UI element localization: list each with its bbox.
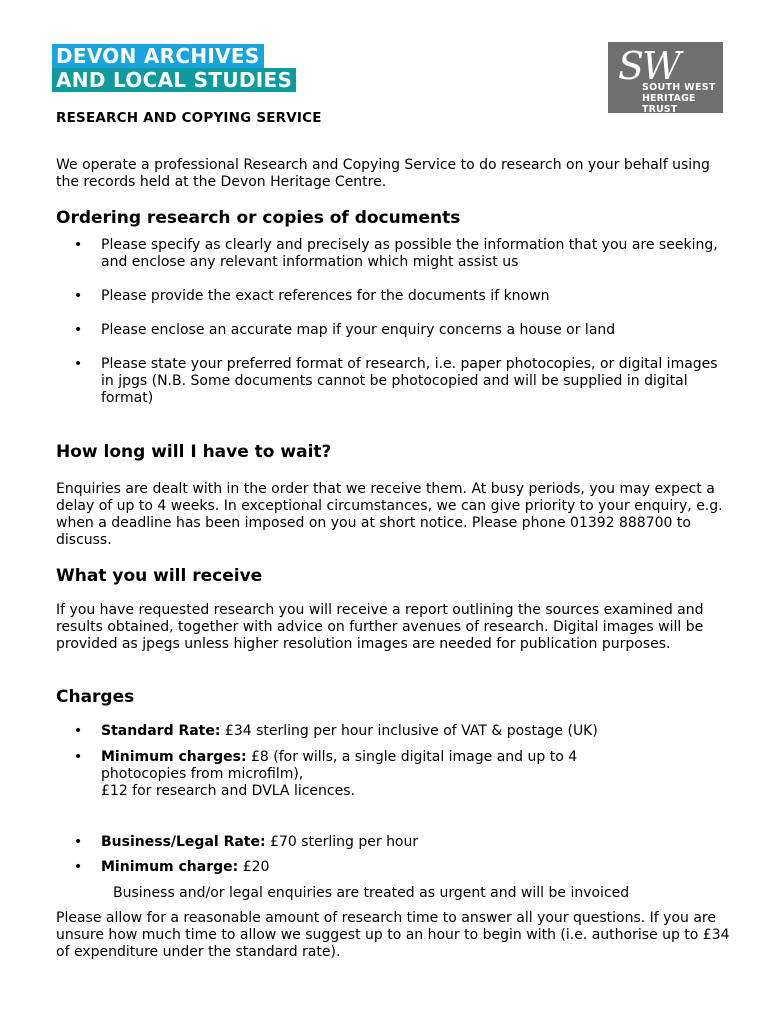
partner-logo-line-1: SOUTH WEST	[642, 82, 716, 93]
charge-detail: £34 sterling per hour inclusive of VAT & postage (UK)	[220, 723, 598, 739]
charge-label: Business/Legal Rate:	[101, 834, 266, 850]
south-west-heritage-trust-logo	[608, 42, 723, 113]
bullet-icon: •	[74, 723, 83, 739]
charge-detail: £8 (for wills, a single digital image and up to 4 photocopies from microfilm),	[101, 749, 578, 782]
charge-label: Minimum charges:	[101, 749, 247, 765]
devon-archives-logo	[52, 44, 296, 92]
bullet-icon: •	[74, 356, 83, 372]
heading-wait: How long will I have to wait?	[56, 442, 332, 462]
heading-ordering: Ordering research or copies of documents	[56, 208, 461, 228]
document-kicker: RESEARCH AND COPYING SERVICE	[56, 110, 322, 126]
charge-extra: £12 for research and DVLA licences.	[101, 783, 355, 799]
intro-paragraph: We operate a professional Research and Copying Service to do research on your behalf using the records held at the Devon Heritage Centre.	[56, 157, 710, 190]
heading-charges: Charges	[56, 687, 135, 707]
bullet-text: Please specify as clearly and precisely as possible the information that you are seeking, and enclose any relevant information which might assist us	[101, 237, 718, 270]
sw-monogram: SW	[618, 44, 680, 88]
charge-text	[101, 749, 661, 800]
charge-text	[101, 859, 731, 876]
charge-label: Minimum charge:	[101, 859, 239, 875]
logo-line-2: AND LOCAL STUDIES	[52, 68, 296, 92]
bullet-icon: •	[74, 237, 83, 253]
bullet-icon: •	[74, 288, 83, 304]
charge-detail: £70 sterling per hour	[265, 834, 419, 850]
bullet-text: Please provide the exact references for the documents if known	[101, 288, 550, 304]
bullet-icon: •	[74, 322, 83, 338]
charge-detail: £20	[238, 859, 270, 875]
charge-label: Standard Rate:	[101, 723, 221, 739]
bullet-icon: •	[74, 834, 83, 850]
charge-text	[101, 834, 731, 851]
wait-paragraph: Enquiries are dealt with in the order that we receive them. At busy periods, you may expect a delay of up to 4 weeks. In exceptional circumstances, we can give priority to your enquiry, e.g. when a deadline has been imposed on you at short notice. Please phone 01392 888700 to discuss.	[56, 481, 723, 548]
bullet-text: Please enclose an accurate map if your enquiry concerns a house or land	[101, 322, 616, 338]
bullet-icon: •	[74, 749, 83, 765]
closing-paragraph: Please allow for a reasonable amount of research time to answer all your questions. If you are unsure how much time to allow we suggest up to an hour to begin with (i.e. authorise up to £34 of expenditure under the standard rate).	[56, 910, 730, 960]
bullet-text: Please state your preferred format of research, i.e. paper photocopies, or digital images in jpgs (N.B. Some documents cannot be photocopied and will be supplied in digital format)	[101, 356, 718, 406]
charges-note: Business and/or legal enquiries are treated as urgent and will be invoiced	[113, 885, 630, 901]
heading-receive: What you will receive	[56, 566, 263, 586]
receive-paragraph: If you have requested research you will receive a report outlining the sources examined and results obtained, together with advice on further avenues of research. Digital images will be provided as jpegs unless higher resolution images are needed for publication purposes.	[56, 602, 704, 652]
bullet-icon: •	[74, 859, 83, 875]
logo-line-1: DEVON ARCHIVES	[52, 44, 264, 68]
partner-logo-line-2: HERITAGE TRUST	[642, 93, 696, 115]
charge-text	[101, 723, 731, 740]
